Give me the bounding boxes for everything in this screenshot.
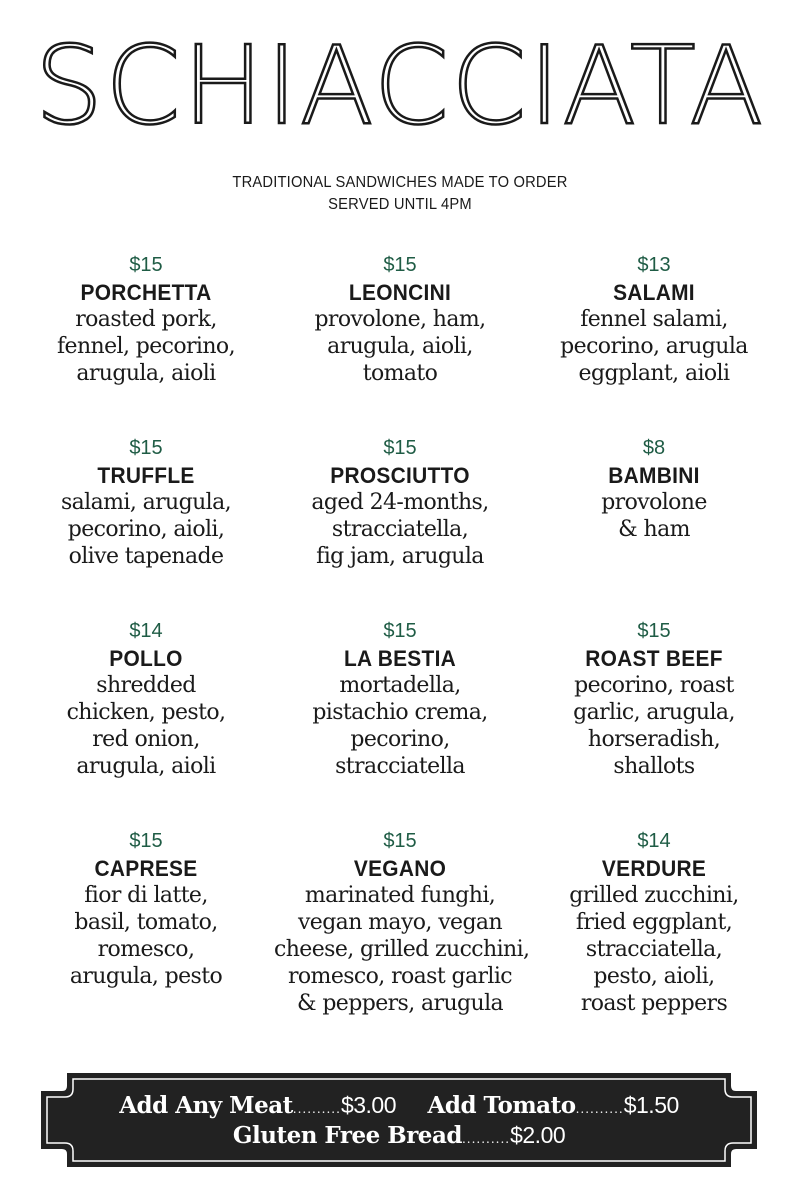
item-name: VEGANO — [353, 856, 447, 881]
subtitle-line-1: TRADITIONAL SANDWICHES MADE TO ORDER — [232, 174, 568, 191]
description-line: stracciatella, — [585, 937, 723, 962]
description-line: provolone, ham, — [314, 307, 486, 332]
item-name: PROSCIUTTO — [330, 463, 470, 488]
menu-item — [274, 616, 526, 826]
menu-item — [528, 826, 780, 1041]
subtitle-line-2: SERVED UNTIL 4PM — [328, 196, 472, 213]
item-price: $15 — [383, 830, 417, 852]
item-description — [274, 489, 526, 570]
menu-item — [20, 826, 272, 1041]
item-description — [528, 882, 780, 1017]
item-price: $15 — [383, 254, 417, 276]
menu-item — [20, 433, 272, 616]
description-line: shallots — [613, 754, 695, 779]
description-line: pistachio crema, — [312, 700, 488, 725]
item-description — [274, 672, 526, 780]
item-name: ROAST BEEF — [585, 646, 723, 671]
menu-item — [274, 433, 526, 616]
leader-dots: .......... — [292, 1102, 341, 1116]
description-line: roasted pork, — [75, 307, 217, 332]
item-price: $15 — [637, 620, 671, 642]
description-line: romesco, — [97, 937, 195, 962]
item-price: $13 — [637, 254, 671, 276]
description-line: horseradish, — [587, 727, 721, 752]
leader-dots: .......... — [575, 1102, 624, 1116]
addon-meat — [119, 1090, 396, 1124]
menu-subtitle — [32, 172, 768, 216]
description-line: & peppers, arugula — [296, 991, 504, 1016]
item-name: LEONCINI — [348, 280, 452, 305]
item-price: $15 — [129, 830, 163, 852]
item-description — [20, 489, 272, 570]
item-name: TRUFFLE — [97, 463, 195, 488]
description-line: romesco, roast garlic — [288, 964, 512, 989]
addon-meat-label: Add Any Meat — [119, 1092, 293, 1119]
description-line: fig jam, arugula — [316, 544, 484, 569]
item-name: POLLO — [109, 646, 183, 671]
description-line: arugula, pesto — [69, 964, 223, 989]
description-line: stracciatella — [335, 754, 465, 779]
description-line: red onion, — [92, 727, 200, 752]
description-line: basil, tomato, — [74, 910, 218, 935]
description-line: arugula, aioli, — [327, 334, 473, 359]
item-description — [528, 489, 780, 543]
item-description — [20, 306, 272, 387]
description-line: pecorino, — [350, 727, 450, 752]
description-line: fennel, pecorino, — [57, 334, 235, 359]
item-name: LA BESTIA — [343, 646, 457, 671]
menu-item — [528, 250, 780, 433]
description-line: roast peppers — [580, 991, 728, 1016]
item-description — [274, 882, 530, 1017]
addon-gf-label: Gluten Free Bread — [232, 1122, 462, 1149]
item-price: $8 — [642, 437, 666, 459]
sandwich-grid — [20, 250, 780, 1041]
item-price: $15 — [383, 437, 417, 459]
item-name: PORCHETTA — [80, 280, 212, 305]
menu-title: SCHIACCIATA — [34, 24, 766, 149]
item-price: $15 — [383, 620, 417, 642]
description-line: pecorino, arugula — [560, 334, 748, 359]
addons-line-2 — [40, 1120, 758, 1154]
addons-line-1 — [40, 1090, 758, 1124]
description-line: stracciatella, — [331, 517, 469, 542]
addon-gf-price: $2.00 — [510, 1122, 566, 1148]
addon-meat-price: $3.00 — [340, 1092, 396, 1118]
description-line: fior di latte, — [84, 883, 208, 908]
menu-item — [274, 826, 530, 1041]
description-line: & ham — [618, 517, 690, 542]
description-line: salami, arugula, — [60, 490, 232, 515]
menu-item — [20, 616, 272, 826]
description-line: marinated funghi, — [304, 883, 496, 908]
addon-gluten-free — [233, 1120, 565, 1154]
description-line: arugula, aioli — [76, 754, 216, 779]
description-line: chicken, pesto, — [66, 700, 226, 725]
menu-item — [20, 250, 272, 433]
description-line: cheese, grilled zucchini, — [274, 937, 530, 962]
description-line: olive tapenade — [68, 544, 224, 569]
item-description — [528, 306, 780, 387]
item-price: $14 — [129, 620, 163, 642]
item-price: $15 — [129, 437, 163, 459]
description-line: mortadella, — [339, 673, 461, 698]
menu-item — [528, 433, 780, 616]
description-line: vegan mayo, vegan — [297, 910, 503, 935]
description-line: fried eggplant, — [575, 910, 733, 935]
item-description — [274, 306, 526, 387]
leader-dots: .......... — [461, 1132, 511, 1146]
menu-item — [528, 616, 780, 826]
item-description — [20, 882, 272, 990]
description-line: garlic, arugula, — [573, 700, 735, 725]
item-name: VERDURE — [601, 856, 707, 881]
description-line: fennel salami, — [580, 307, 728, 332]
description-line: eggplant, aioli — [578, 361, 730, 386]
addon-tomato-label: Add Tomato — [427, 1092, 576, 1119]
description-line: shredded — [96, 673, 196, 698]
description-line: pecorino, roast — [574, 673, 734, 698]
addon-tomato — [428, 1090, 679, 1124]
item-name: BAMBINI — [608, 463, 700, 488]
description-line: pecorino, aioli, — [67, 517, 225, 542]
description-line: grilled zucchini, — [569, 883, 739, 908]
item-price: $15 — [129, 254, 163, 276]
addon-tomato-price: $1.50 — [623, 1092, 679, 1118]
item-description — [528, 672, 780, 780]
description-line: aged 24-months, — [311, 490, 489, 515]
item-price: $14 — [637, 830, 671, 852]
addons-banner — [40, 1072, 758, 1168]
item-name: CAPRESE — [94, 856, 198, 881]
description-line: pesto, aioli, — [593, 964, 715, 989]
description-line: arugula, aioli — [76, 361, 216, 386]
description-line: tomato — [362, 361, 438, 386]
item-name: SALAMI — [613, 280, 695, 305]
description-line: provolone — [601, 490, 707, 515]
item-description — [20, 672, 272, 780]
menu-item — [274, 250, 526, 433]
